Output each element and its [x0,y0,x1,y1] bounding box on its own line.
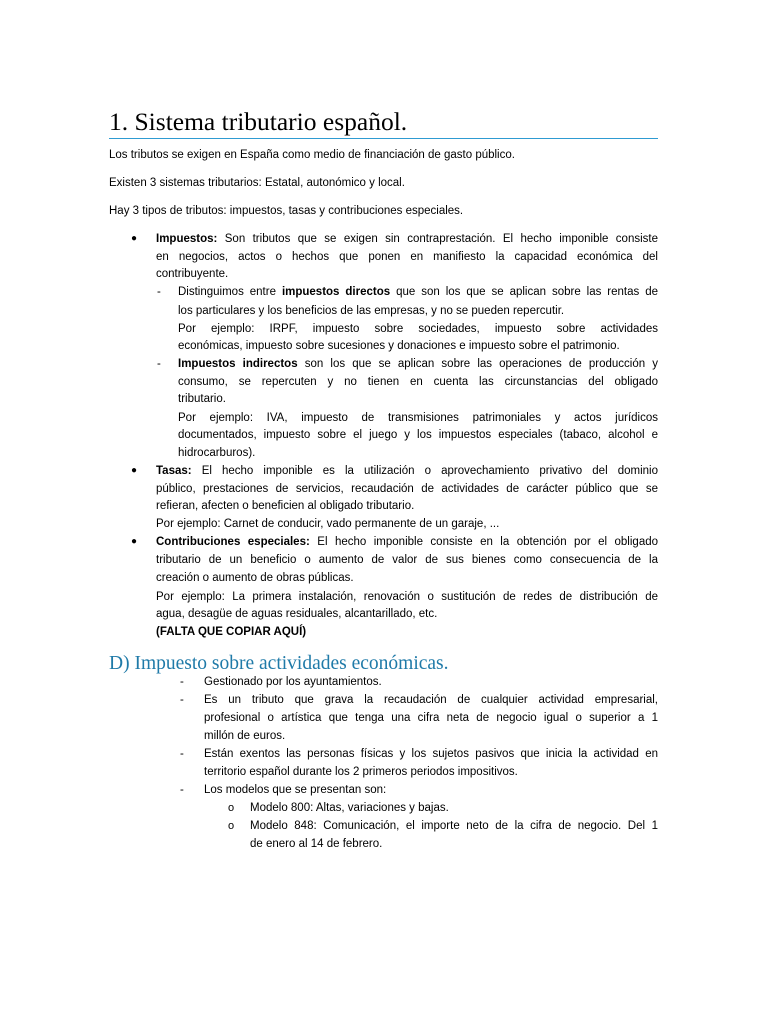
contribuciones-line-1 [156,533,658,551]
indirectos-line-1 [178,355,658,373]
directos-example-2: económicas, impuesto sobre sucesiones y donaciones e impuesto sobre el patrimonio. [178,340,620,352]
directos-post: que son los que se aplican sobre las rentas de [396,286,659,298]
dash-item-1: - [180,676,184,688]
intro-paragraph-2: Existen 3 sistemas tributarios: Estatal, autonómico y local. [109,177,405,189]
section-d-item-4: Los modelos que se presentan son: [204,784,387,796]
directos-bold: impuestos directos [281,286,391,298]
copy-note: (FALTA QUE COPIAR AQUÍ) [156,626,307,638]
page-title: 1. Sistema tributario español. [109,106,658,139]
indirectos-bold: Impuestos indirectos [178,358,298,370]
impuestos-label: Impuestos: [156,233,218,245]
directos-example-1: Por ejemplo: IRPF, impuesto sobre sociedades, impuesto sobre actividades [178,323,658,335]
indirectos-line-2: consumo, se repercuten y no tienen en cuenta las circunstancias del obligado [178,376,658,388]
contribuciones-label: Contribuciones especiales: [156,536,310,548]
contribuciones-example-1: Por ejemplo: La primera instalación, renovación o sustitución de redes de distribución de [156,591,658,603]
tasas-line-2: público, prestaciones de servicios, recaudación de actividades de carácter público que se [156,483,658,495]
modelo-848-line-2: de enero al 14 de febrero. [250,838,383,850]
bullet-tasas: ● [131,465,138,476]
section-d-heading: D) Impuesto sobre actividades económicas. [109,653,449,674]
circle-bullet-2: o [228,820,235,832]
dash-item-3: - [180,748,184,760]
tasas-text-1: El hecho imponible es la utilización o aprovechamiento privativo del dominio [201,465,658,477]
modelo-848-line-1: Modelo 848: Comunicación, el importe neto de la cifra de negocio. Del 1 [250,820,658,832]
dash-item-4: - [180,784,184,796]
indirectos-example-3: hidrocarburos). [178,447,256,459]
impuestos-line-3: contribuyente. [156,268,229,280]
dash-directos: - [157,286,161,298]
intro-paragraph-1: Los tributos se exigen en España como medio de financiación de gasto público. [109,149,515,161]
section-d-item-1: Gestionado por los ayuntamientos. [204,676,382,688]
directos-line-1 [178,283,658,301]
indirectos-example-2: documentados, impuesto sobre el juego y los impuestos especiales (tabaco, alcohol e [178,429,658,441]
circle-bullet-1: o [228,802,235,814]
contribuciones-line-3: creación o aumento de obras públicas. [156,572,354,584]
bullet-contribuciones: ● [131,536,138,547]
intro-paragraph-3: Hay 3 tipos de tributos: impuestos, tasas y contribuciones especiales. [109,205,464,217]
tasas-label: Tasas: [156,465,192,477]
modelo-800: Modelo 800: Altas, variaciones y bajas. [250,802,449,814]
section-d-item-2-line-1: Es un tributo que grava la recaudación de cualquier actividad empresarial, [204,694,658,706]
contribuciones-text-1: El hecho imponible consiste en la obtención por el obligado [317,536,659,548]
section-d-item-3-line-2: territorio español durante los 2 primeros periodos impositivos. [204,766,518,778]
dash-indirectos: - [157,358,161,370]
tasas-line-3: refieran, afecten o beneficien al obligado tributario. [156,500,415,512]
impuestos-line-2: en negocios, actos o hechos que ponen en manifiesto la capacidad económica del [156,251,658,263]
tasas-line-1 [156,462,658,480]
contribuciones-example-2: agua, desagüe de aguas residuales, alcantarillado, etc. [156,608,438,620]
directos-pre: Distinguimos entre [178,286,276,298]
indirectos-line-3: tributario. [178,393,226,405]
impuestos-line-1 [156,230,658,248]
section-d-item-2-line-2: profesional o artística que tenga una cifra neta de negocio igual o superior a 1 [204,712,658,724]
bullet-impuestos: ● [131,233,138,244]
indirectos-example-1: Por ejemplo: IVA, impuesto de transmisiones patrimoniales y actos jurídicos [178,412,658,424]
section-d-item-2-line-3: millón de euros. [204,730,286,742]
contribuciones-line-2: tributario de un beneficio o aumento de valor de sus bienes como consecuencia de la [156,554,658,566]
section-d-item-3-line-1: Están exentos las personas físicas y los sujetos pasivos que inicia la actividad en [204,748,658,760]
tasas-example: Por ejemplo: Carnet de conducir, vado permanente de un garaje, ... [156,518,500,530]
indirectos-post: son los que se aplican sobre las operaciones de producción y [304,358,658,370]
impuestos-text-1: Son tributos que se exigen sin contraprestación. El hecho imponible consiste [224,233,658,245]
directos-line-2: los particulares y los beneficios de las empresas, y no se pueden repercutir. [178,305,565,317]
dash-item-2: - [180,694,184,706]
